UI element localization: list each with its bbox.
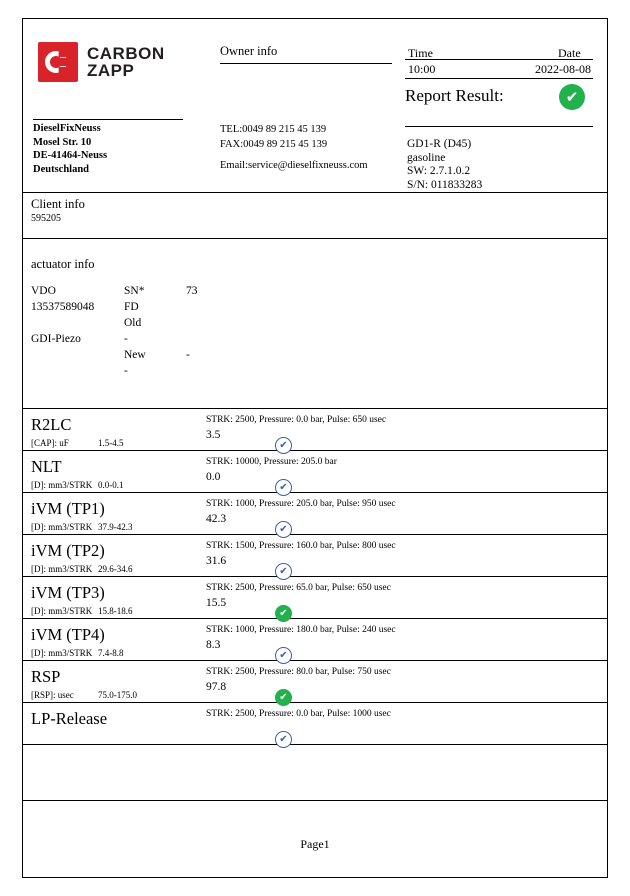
actuator-cell: 13537589048: [31, 301, 95, 313]
test-params: STRK: 1000, Pressure: 205.0 bar, Pulse: 950 usec: [206, 499, 396, 509]
actuator-row: [31, 315, 391, 331]
test-row: [23, 409, 607, 451]
device-model: GD1-R (D45): [407, 138, 472, 150]
actuator-info-title: actuator info: [31, 257, 95, 271]
logo-text-line1: CARBON: [87, 44, 165, 63]
test-name: R2LC: [31, 415, 72, 434]
test-status-icon: ✔: [275, 437, 292, 454]
page-number: Page1: [300, 837, 330, 851]
test-range: 29.6-34.6: [98, 564, 133, 574]
company-name: DieselFixNeuss: [33, 123, 101, 134]
actuator-cell: [186, 315, 286, 331]
test-name: NLT: [31, 457, 62, 476]
test-value: 8.3: [206, 639, 221, 651]
actuator-cell: New: [124, 349, 146, 361]
actuator-cell: -: [186, 349, 190, 361]
actuator-cell: [186, 331, 286, 347]
test-status-icon: ✔: [275, 563, 292, 580]
actuator-cell: -: [124, 365, 128, 377]
test-row: [23, 535, 607, 577]
actuator-cell: -: [124, 333, 128, 345]
test-unit: [D]: mm3/STRK: [31, 522, 93, 532]
actuator-cell: [186, 363, 286, 379]
tests-bottom-divider: [23, 800, 607, 801]
logo-text: [87, 45, 165, 79]
test-range: 7.4-8.8: [98, 648, 124, 658]
company-address: [33, 122, 107, 176]
test-unit: [D]: mm3/STRK: [31, 648, 93, 658]
test-range: 0.0-0.1: [98, 480, 124, 490]
header-divider-2: [405, 78, 593, 79]
logo-text-line2: ZAPP: [87, 61, 135, 80]
test-value: 42.3: [206, 513, 227, 525]
test-unit: [RSP]: usec: [31, 690, 74, 700]
test-range: 1.5-4.5: [98, 438, 124, 448]
test-name: iVM (TP1): [31, 499, 105, 518]
actuator-cell: 73: [186, 285, 198, 297]
actuator-row: [31, 283, 391, 299]
time-label: Time: [408, 46, 433, 60]
company-tel: TEL:0049 89 215 45 139: [220, 124, 327, 135]
test-row: [23, 661, 607, 703]
test-params: STRK: 2500, Pressure: 80.0 bar, Pulse: 750 usec: [206, 667, 391, 677]
test-name: LP-Release: [31, 709, 108, 728]
test-range: 75.0-175.0: [98, 690, 137, 700]
test-row: [23, 451, 607, 493]
carbon-zapp-mark-icon: [38, 42, 78, 82]
actuator-row: [31, 331, 391, 347]
test-results-table: [23, 409, 607, 745]
test-unit: [D]: mm3/STRK: [31, 480, 93, 490]
header-divider-3: [405, 126, 593, 127]
actuator-row: [31, 363, 391, 379]
actuator-section-divider: [23, 238, 607, 239]
client-info-value: 595205: [31, 213, 61, 224]
test-range: 15.8-18.6: [98, 606, 133, 616]
test-row: [23, 577, 607, 619]
owner-info-label: Owner info: [220, 44, 392, 64]
actuator-cell: FD: [124, 301, 139, 313]
actuator-row: [31, 347, 391, 363]
device-fuel: gasoline: [407, 151, 446, 164]
test-status-icon: ✔: [275, 605, 292, 622]
client-info-title: Client info: [31, 197, 85, 211]
actuator-cell: [186, 299, 286, 315]
test-value: 31.6: [206, 555, 227, 567]
company-city: DE-41464-Neuss: [33, 150, 108, 161]
test-unit: [D]: mm3/STRK: [31, 564, 93, 574]
company-fax: FAX:0049 89 215 45 139: [220, 139, 328, 150]
company-country: Deutschland: [33, 163, 90, 175]
test-unit: [D]: mm3/STRK: [31, 606, 93, 616]
report-result-label: Report Result:: [405, 86, 504, 105]
result-pass-icon: ✔: [559, 84, 585, 110]
test-params: STRK: 10000, Pressure: 205.0 bar: [206, 457, 337, 467]
test-value: 3.5: [206, 429, 221, 441]
test-range: 37.9-42.3: [98, 522, 133, 532]
client-section-divider: [23, 192, 607, 193]
test-params: STRK: 2500, Pressure: 0.0 bar, Pulse: 650 usec: [206, 415, 387, 425]
test-status-icon: ✔: [275, 479, 292, 496]
company-street: Mosel Str. 10: [33, 136, 92, 148]
test-status-icon: ✔: [275, 521, 292, 538]
test-value: 15.5: [206, 597, 227, 609]
test-status-icon: ✔: [275, 647, 292, 664]
company-email: Email:service@dieselfixneuss.com: [220, 160, 368, 171]
test-name: RSP: [31, 667, 61, 686]
test-unit: [CAP]: uF: [31, 438, 69, 448]
actuator-cell: VDO: [31, 285, 56, 297]
actuator-cell: [31, 363, 124, 379]
test-name: iVM (TP4): [31, 625, 105, 644]
test-value: 97.8: [206, 681, 227, 693]
device-sn: S/N: 011833283: [407, 178, 483, 191]
date-value: 2022-08-08: [535, 62, 591, 76]
actuator-cell: [31, 347, 124, 363]
test-row: [23, 619, 607, 661]
carbon-zapp-logo: [38, 40, 198, 84]
actuator-cell: Old: [124, 317, 142, 329]
actuator-info-table: [31, 283, 391, 379]
date-label: Date: [558, 46, 581, 60]
time-value: 10:00: [408, 62, 436, 76]
company-divider: [33, 119, 183, 120]
test-name: iVM (TP3): [31, 583, 105, 602]
device-info: [407, 138, 482, 192]
test-row: [23, 493, 607, 535]
device-sw: SW: 2.7.1.0.2: [407, 165, 471, 177]
actuator-row: [31, 299, 391, 315]
test-value: 0.0: [206, 471, 221, 483]
test-params: STRK: 1000, Pressure: 180.0 bar, Pulse: 240 usec: [206, 625, 396, 635]
company-contact: [220, 122, 368, 173]
test-status-icon: ✔: [275, 689, 292, 706]
test-name: iVM (TP2): [31, 541, 105, 560]
test-params: STRK: 2500, Pressure: 0.0 bar, Pulse: 1000 usec: [206, 709, 391, 719]
test-params: STRK: 1500, Pressure: 160.0 bar, Pulse: 800 usec: [206, 541, 396, 551]
actuator-cell: [31, 315, 124, 331]
actuator-cell: GDI-Piezo: [31, 333, 81, 345]
test-row: [23, 703, 607, 745]
test-params: STRK: 2500, Pressure: 65.0 bar, Pulse: 650 usec: [206, 583, 391, 593]
test-status-icon: ✔: [275, 731, 292, 748]
actuator-cell: SN*: [124, 285, 145, 297]
